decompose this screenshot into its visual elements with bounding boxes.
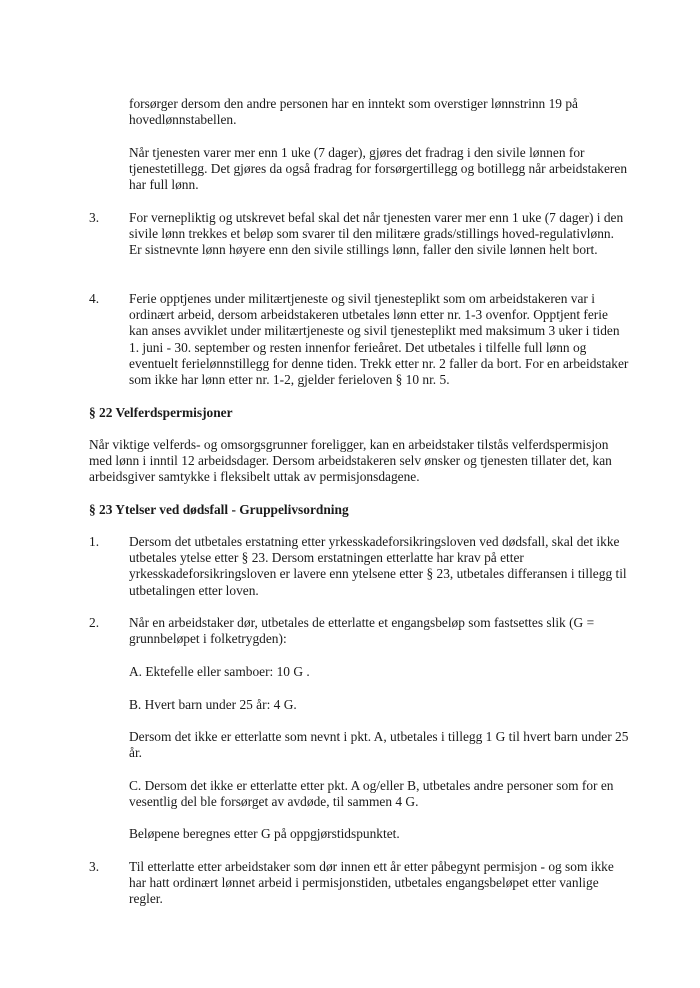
sub-paragraph: Dersom det ikke er etterlatte som nevnt i pkt. A, utbetales i tillegg 1 G til hvert barn under 25 år. bbox=[129, 729, 629, 761]
section-22-heading: § 22 Velferdspermisjoner bbox=[89, 405, 233, 420]
item-text: Ferie opptjenes under militærtjeneste og sivil tjenesteplikt som om arbeidstakeren var i ordinært arbeid, dersom arbeidstakeren utbetales lønn etter nr. 1-3 ovenfor. Opptjent ferie kan anses avviklet under militærtjeneste og sivil tjenesteplikt med maksimum 3 uker i tiden 1. juni - 30. september og resten innenfor ferieåret. Det utbetales i tilfelle full lønn og eventuelt ferielønnstillegg for denne tiden. Trekk etter nr. 2 faller da bort. For en arbeidstaker som ikke har lønn etter nr. 1-2, gjelder ferieloven § 10 nr. 5. bbox=[129, 291, 629, 388]
item-number: 4. bbox=[89, 291, 100, 306]
sub-item-a: A. Ektefelle eller samboer: 10 G . bbox=[129, 664, 310, 679]
item-text: Dersom det utbetales erstatning etter yrkesskadeforsikringsloven ved dødsfall, skal det ikke utbetales ytelse etter § 23. Dersom erstatningen etterlatte har krav på etter yrkesskadeforsikringsloven er lavere enn ytelsene etter § 23, utbetales differansen i tillegg til utbetalingen etter loven. bbox=[129, 534, 627, 598]
sub-item-b: B. Hvert barn under 25 år: 4 G. bbox=[129, 697, 297, 712]
section-23-heading: § 23 Ytelser ved dødsfall - Gruppelivsordning bbox=[89, 502, 349, 517]
sub-item-c: C. Dersom det ikke er etterlatte etter pkt. A og/eller B, utbetales andre personer som for en vesentlig del ble forsørget av avdøde, til sammen 4 G. bbox=[129, 778, 614, 810]
item-number: 2. bbox=[89, 615, 100, 630]
continued-paragraph: forsørger dersom den andre personen har en inntekt som overstiger lønnstrinn 19 på hovedlønnstabellen. bbox=[129, 96, 578, 128]
section-22-text: Når viktige velferds- og omsorgsgrunner foreligger, kan en arbeidstaker tilstås velferdspermisjon med lønn i inntil 12 arbeidsdager. Dersom arbeidstakeren selv ønsker og tjenesten tillater det, kan arbeidsgiver samtykke i fleksibelt uttak av permisjonsdagene. bbox=[89, 437, 612, 485]
item-number: 3. bbox=[89, 210, 100, 225]
item-text: For vernepliktig og utskrevet befal skal det når tjenesten varer mer enn 1 uke (7 dager) i den sivile lønn trekkes et beløp som svarer til den militære grads/stillings hoved-regulativlønn. Er sistnevnte lønn høyere enn den sivile stillings lønn, faller den sivile lønnen helt bort. bbox=[129, 210, 624, 258]
item-number: 3. bbox=[89, 859, 100, 874]
item-text: Når en arbeidstaker dør, utbetales de etterlatte et engangsbeløp som fastsettes slik (G = grunnbeløpet i folketrygden): bbox=[129, 615, 595, 647]
item-number: 1. bbox=[89, 534, 100, 549]
item-text: Til etterlatte etter arbeidstaker som dør innen ett år etter påbegynt permisjon - og som ikke har hatt ordinært lønnet arbeid i permisjonstiden, utbetales engangsbeløpet etter vanlige regler. bbox=[129, 859, 614, 907]
sub-paragraph: Beløpene beregnes etter G på oppgjørstidspunktet. bbox=[129, 826, 400, 841]
paragraph-tjenestetillegg: Når tjenesten varer mer enn 1 uke (7 dager), gjøres det fradrag i den sivile lønnen for tjenestetillegg. Det gjøres da også fradrag for forsørgertillegg og botillegg når arbeidstakeren har full lønn. bbox=[129, 145, 628, 193]
